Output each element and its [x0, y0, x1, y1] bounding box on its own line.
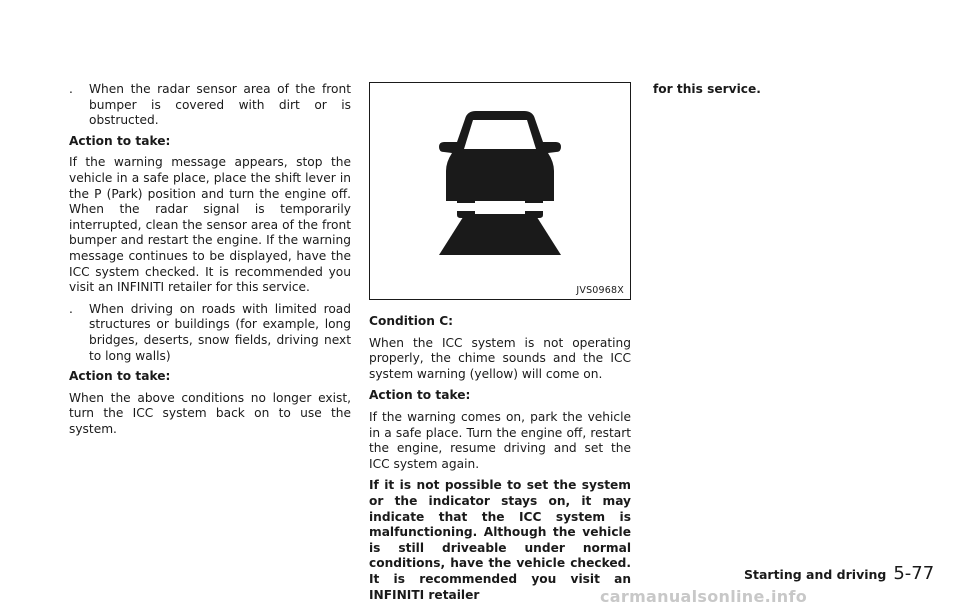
page-footer	[744, 563, 935, 584]
figure-code: JVS0968X	[576, 285, 624, 296]
action-heading: Action to take:	[369, 388, 471, 403]
bullet-marker: .	[69, 301, 73, 316]
figure-frame	[369, 82, 631, 300]
column-left	[69, 82, 351, 443]
list-item	[69, 302, 351, 364]
bullet-marker: .	[69, 82, 73, 96]
condition-paragraph: When the ICC system is not operating properly, the chime sounds and the ICC system warning (yellow) will come on.	[369, 335, 631, 381]
bullet-text: When driving on roads with limited road structures or buildings (for example, long bridges, deserts, snow fields, driving next to long walls)	[89, 301, 351, 363]
action-heading: Action to take:	[69, 369, 171, 384]
condition-heading: Condition C:	[369, 314, 454, 328]
action-paragraph: When the above conditions no longer exist, turn the ICC system back on to use the system.	[69, 390, 351, 436]
list-item	[69, 82, 351, 129]
bullet-text: When the radar sensor area of the front bumper is covered with dirt or is obstructed.	[89, 82, 351, 128]
action-paragraph: If the warning comes on, park the vehicle in a safe place. Turn the engine off, restart the engine, resume driving and set the ICC system again.	[369, 409, 631, 471]
warning-paragraph-continued: for this service.	[653, 82, 761, 96]
watermark: carmanualsonline.info	[600, 587, 808, 606]
page-number: 5-77	[893, 563, 935, 584]
action-paragraph: If the warning message appears, stop the vehicle in a safe place, place the shift lever in the P (Park) position and turn the engine off. When the radar signal is temporarily interrupted, clean the sensor area of the front bumper and restart the engine. If the warning message continues to be displayed, have the ICC system checked. It is recommended you visit an INFINITI retailer for this service.	[69, 155, 351, 295]
column-middle	[369, 82, 631, 609]
action-heading: Action to take:	[69, 133, 171, 148]
icc-warning-car-icon	[370, 83, 630, 299]
column-right	[653, 82, 883, 104]
section-title: Starting and driving	[744, 567, 887, 582]
warning-paragraph: If it is not possible to set the system or the indicator stays on, it may indicate that the ICC system is malfunctioning. Although the vehicle is still driveable under normal conditions, have the vehicle checked. It is recommended you visit an INFINITI retailer	[369, 478, 631, 602]
